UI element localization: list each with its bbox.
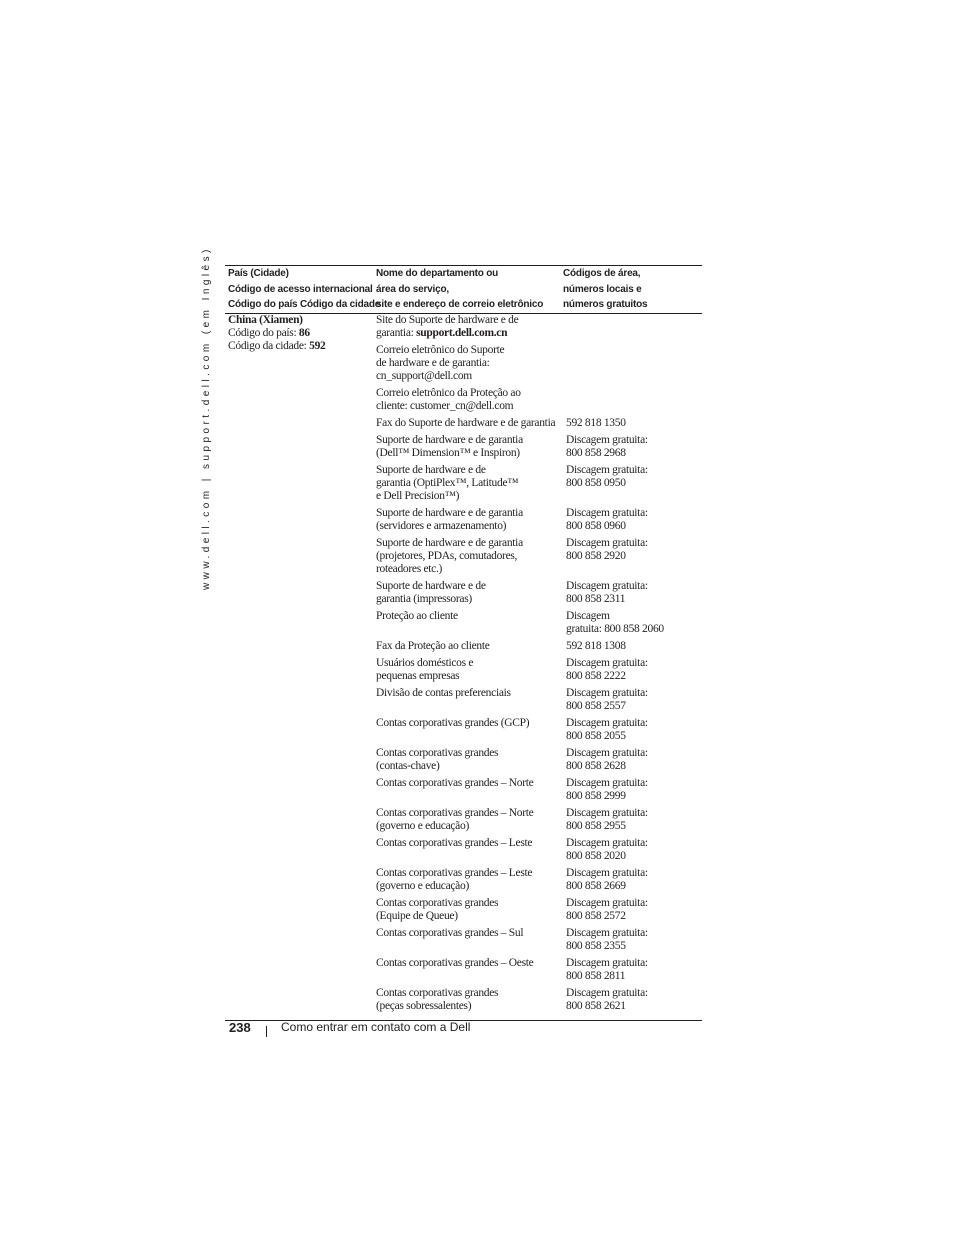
service-text: Contas corporativas grandes – Leste (governo e educação) (376, 867, 533, 892)
phone-number: Discagem gratuita: 800 858 2621 (566, 987, 648, 1012)
service-name (376, 314, 566, 340)
service-name (376, 580, 566, 606)
service-name (376, 837, 566, 863)
service-name (376, 717, 566, 743)
phone-number: Discagem gratuita: 800 858 2060 (566, 610, 664, 635)
table-header (225, 266, 702, 313)
header-col-numbers (563, 266, 647, 313)
country-code: 86 (298, 327, 310, 339)
service-name (376, 897, 566, 923)
service-name (376, 807, 566, 833)
service-name (376, 610, 566, 636)
header-text: Códigos de área, (563, 268, 641, 279)
phone-number: Discagem gratuita: 800 858 2669 (566, 867, 648, 892)
service-text: Fax do Suporte de hardware e de garantia (376, 417, 556, 429)
header-text: Código do país Código da cidade (228, 299, 381, 310)
service-name (376, 657, 566, 683)
table-row (376, 314, 702, 340)
service-text: Correio eletrônico do Suporte de hardware e de garantia: cn_support@dell.com (376, 344, 505, 382)
service-text: Suporte de hardware e de garantia (impressoras) (376, 580, 486, 605)
phone-number: Discagem gratuita: 800 858 2311 (566, 580, 648, 605)
side-url-label: www.dell.com | support.dell.com (em Inglês) (201, 246, 212, 590)
service-name (376, 344, 566, 383)
service-text: Proteção ao cliente (376, 610, 458, 622)
service-text: Site do Suporte de hardware e de garantia: (376, 314, 519, 339)
country-cell (228, 314, 326, 353)
table-row (376, 867, 702, 893)
phone-number: Discagem gratuita: 800 858 2020 (566, 837, 648, 862)
table-row (376, 610, 702, 636)
service-name (376, 927, 566, 953)
service-text: Contas corporativas grandes – Leste (376, 837, 533, 849)
table-body (225, 314, 702, 1020)
service-name (376, 747, 566, 773)
service-text: Contas corporativas grandes (peças sobressalentes) (376, 987, 499, 1012)
service-text: Suporte de hardware e de garantia (OptiPlex™, Latitude™ e Dell Precision™) (376, 464, 519, 502)
phone-number (566, 344, 702, 383)
phone-number: Discagem gratuita: 800 858 2628 (566, 747, 648, 772)
service-name (376, 957, 566, 983)
service-text: Contas corporativas grandes – Sul (376, 927, 524, 939)
table-row (376, 837, 702, 863)
header-text: País (Cidade) (228, 268, 289, 279)
table-row (376, 747, 702, 773)
phone-number: Discagem gratuita: 800 858 2557 (566, 687, 648, 712)
table-row (376, 717, 702, 743)
table-row (376, 640, 702, 653)
service-text: Contas corporativas grandes (contas-chave) (376, 747, 499, 772)
contact-table (225, 265, 702, 1021)
header-text: site e endereço de correio eletrônico (376, 299, 544, 310)
service-name (376, 537, 566, 576)
table-row (376, 957, 702, 983)
service-rows (376, 314, 702, 1020)
table-row (376, 464, 702, 503)
service-name (376, 687, 566, 713)
header-col-country (228, 266, 380, 313)
service-text: Contas corporativas grandes (Equipe de Queue) (376, 897, 499, 922)
table-row (376, 987, 702, 1013)
service-text: Contas corporativas grandes – Oeste (376, 957, 534, 969)
service-text: Contas corporativas grandes – Norte (376, 777, 534, 789)
service-text: Suporte de hardware e de garantia (servidores e armazenamento) (376, 507, 523, 532)
table-row (376, 657, 702, 683)
phone-number: Discagem gratuita: 800 858 2355 (566, 927, 648, 952)
phone-number: Discagem gratuita: 800 858 2920 (566, 537, 648, 562)
table-row (376, 687, 702, 713)
table-row (376, 344, 702, 383)
phone-number: Discagem gratuita: 800 858 2055 (566, 717, 648, 742)
service-name (376, 777, 566, 803)
header-text: Nome do departamento ou (376, 268, 499, 279)
header-text: números locais e (563, 283, 642, 295)
chapter-title: Como entrar em contato com a Dell (281, 1020, 471, 1034)
service-name (376, 987, 566, 1013)
service-text: Suporte de hardware e de garantia (Dell™ Dimension™ e Inspiron) (376, 434, 523, 459)
phone-number: Discagem gratuita: 800 858 2222 (566, 657, 648, 682)
service-text: Divisão de contas preferenciais (376, 687, 511, 699)
city-code: 592 (309, 340, 326, 352)
table-row (376, 434, 702, 460)
table-row (376, 580, 702, 606)
footer-separator (266, 1026, 267, 1037)
service-name (376, 417, 566, 430)
country-code-label: Código do país: (228, 327, 299, 339)
country-name: China (Xiamen) (228, 314, 303, 326)
phone-number: Discagem gratuita: 800 858 2955 (566, 807, 648, 832)
service-link[interactable]: support.dell.com.cn (416, 327, 508, 339)
service-name (376, 434, 566, 460)
phone-number: Discagem gratuita: 800 858 2999 (566, 777, 648, 802)
table-row (376, 387, 702, 413)
side-url-text (197, 246, 217, 590)
table-row (376, 927, 702, 953)
city-code-label: Código da cidade: (228, 340, 310, 352)
table-row (376, 507, 702, 533)
service-name (376, 507, 566, 533)
phone-number: Discagem gratuita: 800 858 2811 (566, 957, 648, 982)
service-text: Contas corporativas grandes – Norte (governo e educação) (376, 807, 534, 832)
service-text: Usuários domésticos e pequenas empresas (376, 657, 474, 682)
service-text: Suporte de hardware e de garantia (projetores, PDAs, comutadores, roteadores etc.) (376, 537, 523, 575)
table-row (376, 897, 702, 923)
phone-number: Discagem gratuita: 800 858 2572 (566, 897, 648, 922)
table-row (376, 777, 702, 803)
service-name (376, 867, 566, 893)
header-text: Código de acesso internacional (228, 283, 373, 295)
service-text: Correio eletrônico da Proteção ao cliente: customer_cn@dell.com (376, 387, 521, 412)
phone-number (566, 387, 702, 413)
header-col-service (376, 266, 543, 313)
phone-number: Discagem gratuita: 800 858 0960 (566, 507, 648, 532)
phone-number: Discagem gratuita: 800 858 2968 (566, 434, 648, 459)
phone-number: 592 818 1308 (566, 640, 626, 652)
table-row (376, 537, 702, 576)
page-number: 238 (229, 1020, 251, 1035)
service-name (376, 387, 566, 413)
phone-number (566, 314, 702, 340)
table-row (376, 417, 702, 430)
header-text: números gratuitos (563, 299, 648, 310)
service-text: Fax da Proteção ao cliente (376, 640, 490, 652)
service-name (376, 640, 566, 653)
header-text: área do serviço, (376, 283, 449, 295)
service-text: Contas corporativas grandes (GCP) (376, 717, 530, 729)
service-name (376, 464, 566, 503)
table-row (376, 807, 702, 833)
phone-number: Discagem gratuita: 800 858 0950 (566, 464, 648, 489)
phone-number: 592 818 1350 (566, 417, 626, 429)
